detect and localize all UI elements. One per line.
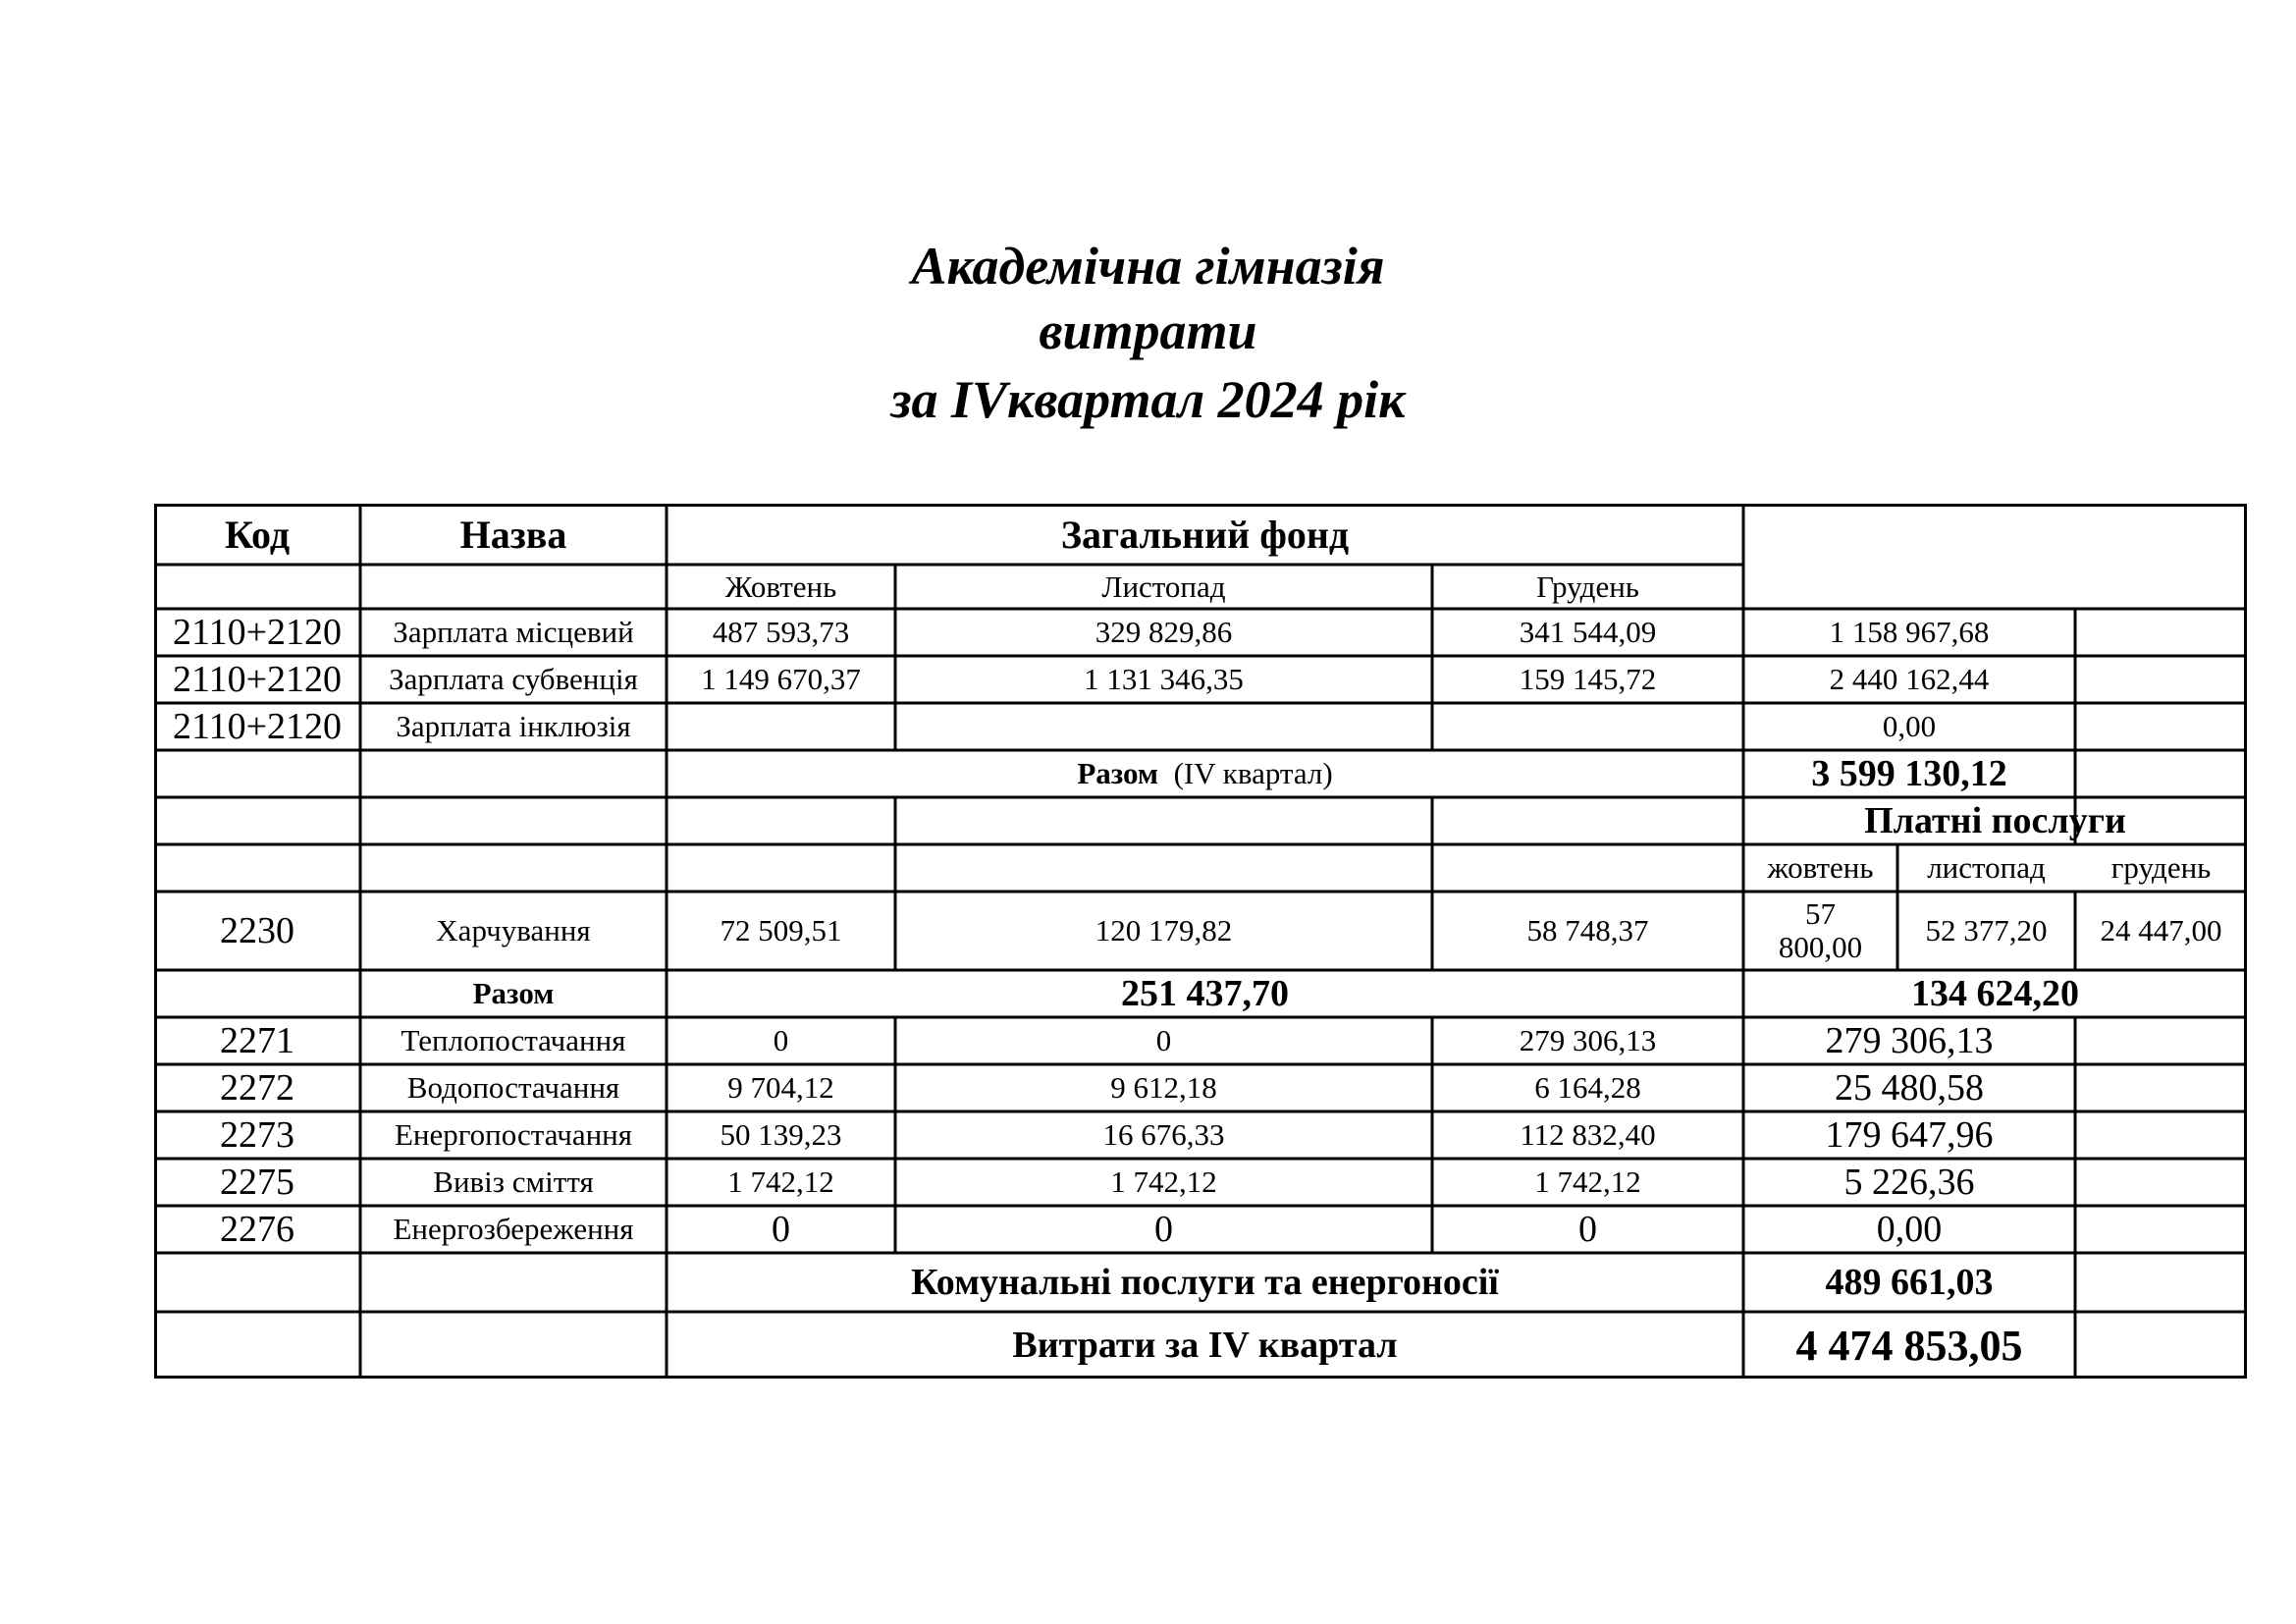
salary-row-3-total: 0,00: [1882, 709, 1937, 743]
utility-row-5-total: 0,00: [1876, 1209, 1943, 1250]
utility-row-2-dec: 6 164,28: [1534, 1070, 1641, 1105]
salary-total-value: 3 599 130,12: [1811, 753, 2007, 794]
salary-total-label-bold: Разом: [1077, 756, 1159, 790]
utility-row-5-name: Енергозбереження: [393, 1212, 634, 1246]
header-general-fund: Загальний фонд: [1060, 512, 1350, 557]
food-total-label: Разом: [472, 976, 555, 1010]
salary-row-2-nov: 1 131 346,35: [1084, 662, 1244, 696]
utility-row-2-total: 25 480,58: [1835, 1067, 1984, 1109]
header-month-oct: Жовтень: [724, 568, 837, 604]
food-row-paid-oct: 57 800,00: [1778, 896, 1863, 964]
food-row-paid-nov: 52 377,20: [1925, 913, 2048, 947]
salary-row-3-nov: [895, 703, 1432, 750]
food-total-general: 251 437,70: [1121, 973, 1289, 1014]
food-row-nov: 120 179,82: [1095, 913, 1233, 947]
utility-row-2-code: 2272: [220, 1067, 294, 1109]
document-title-line-3: за IVквартал 2024 рік: [890, 370, 1406, 429]
utility-row-3-dec: 112 832,40: [1520, 1117, 1656, 1152]
paid-month-oct: жовтень: [1767, 850, 1874, 885]
utility-row-1-dec: 279 306,13: [1519, 1023, 1657, 1057]
utility-row-4-name: Вивіз сміття: [433, 1164, 594, 1199]
utility-row-4-oct: 1 742,12: [727, 1164, 834, 1199]
salary-row-1-nov: 329 829,86: [1095, 615, 1233, 649]
utility-total-label: Комунальні послуги та енергоносії: [911, 1262, 1499, 1303]
salary-row-3-code: 2110+2120: [172, 706, 343, 747]
utility-total-value: 489 661,03: [1825, 1262, 1994, 1303]
food-row-name: Харчування: [436, 913, 591, 947]
salary-row-1-name: Зарплата місцевий: [393, 615, 634, 649]
salary-row-3-name: Зарплата інклюзія: [396, 709, 631, 743]
utility-row-1-total: 279 306,13: [1825, 1020, 1994, 1061]
grand-total-label: Витрати за IV квартал: [1012, 1325, 1398, 1366]
salary-total-label: [667, 750, 1743, 797]
salary-row-2-dec: 159 145,72: [1519, 662, 1657, 696]
header-month-nov: Листопад: [1101, 568, 1226, 604]
food-row-dec: 58 748,37: [1526, 913, 1649, 947]
header-name: Назва: [459, 512, 567, 557]
utility-row-2-name: Водопостачання: [406, 1070, 620, 1105]
salary-total-label-rest: (IV квартал): [1173, 756, 1333, 790]
utility-row-3-code: 2273: [220, 1114, 294, 1156]
header-month-dec: Грудень: [1536, 568, 1639, 604]
salary-row-1-dec: 341 544,09: [1519, 615, 1657, 649]
food-row-paid-dec: 24 447,00: [2100, 913, 2222, 947]
food-row-code: 2230: [220, 910, 294, 951]
utility-row-3-nov: 16 676,33: [1102, 1117, 1225, 1152]
utility-row-4-total: 5 226,36: [1843, 1162, 1975, 1203]
food-row-oct: 72 509,51: [720, 913, 842, 947]
document-title-line-1: Академічна гімназія: [911, 237, 1385, 296]
utility-row-4-code: 2275: [220, 1162, 294, 1203]
utility-row-5-oct: 0: [772, 1209, 790, 1250]
document-title-line-2: витрати: [1039, 301, 1257, 360]
utility-row-4-dec: 1 742,12: [1534, 1164, 1641, 1199]
utility-row-1-name: Теплопостачання: [400, 1023, 626, 1057]
utility-row-1-nov: 0: [1155, 1023, 1172, 1057]
expense-table: [154, 504, 2247, 1379]
salary-row-2-oct: 1 149 670,37: [701, 662, 861, 696]
salary-row-2-name: Зарплата субвенція: [389, 662, 638, 696]
salary-row-1-code: 2110+2120: [172, 612, 343, 653]
grand-total-value: 4 474 853,05: [1795, 1321, 2023, 1370]
utility-row-3-oct: 50 139,23: [720, 1117, 842, 1152]
paid-services-header: Платні послуги: [1864, 800, 2126, 841]
utility-row-1-oct: 0: [773, 1023, 789, 1057]
utility-row-5-code: 2276: [220, 1209, 294, 1250]
utility-row-4-nov: 1 742,12: [1110, 1164, 1217, 1199]
utility-row-1-code: 2271: [220, 1020, 294, 1061]
paid-month-dec: грудень: [2110, 850, 2212, 885]
utility-row-3-total: 179 647,96: [1825, 1114, 1994, 1156]
salary-row-3-oct: [667, 703, 895, 750]
salary-row-2-total: 2 440 162,44: [1829, 662, 1990, 696]
utility-row-2-oct: 9 704,12: [727, 1070, 834, 1105]
utility-row-5-dec: 0: [1578, 1209, 1597, 1250]
utility-row-5-nov: 0: [1154, 1209, 1173, 1250]
salary-row-2-code: 2110+2120: [172, 659, 343, 700]
salary-row-1-oct: 487 593,73: [712, 615, 850, 649]
paid-month-nov: листопад: [1927, 850, 2046, 885]
header-code: Код: [224, 512, 291, 557]
salary-row-3-dec: [1432, 703, 1743, 750]
utility-row-3-name: Енергопостачання: [394, 1117, 633, 1152]
salary-row-1-total: 1 158 967,68: [1829, 615, 1990, 649]
utility-row-2-nov: 9 612,18: [1110, 1070, 1217, 1105]
food-total-paid: 134 624,20: [1911, 973, 2079, 1014]
